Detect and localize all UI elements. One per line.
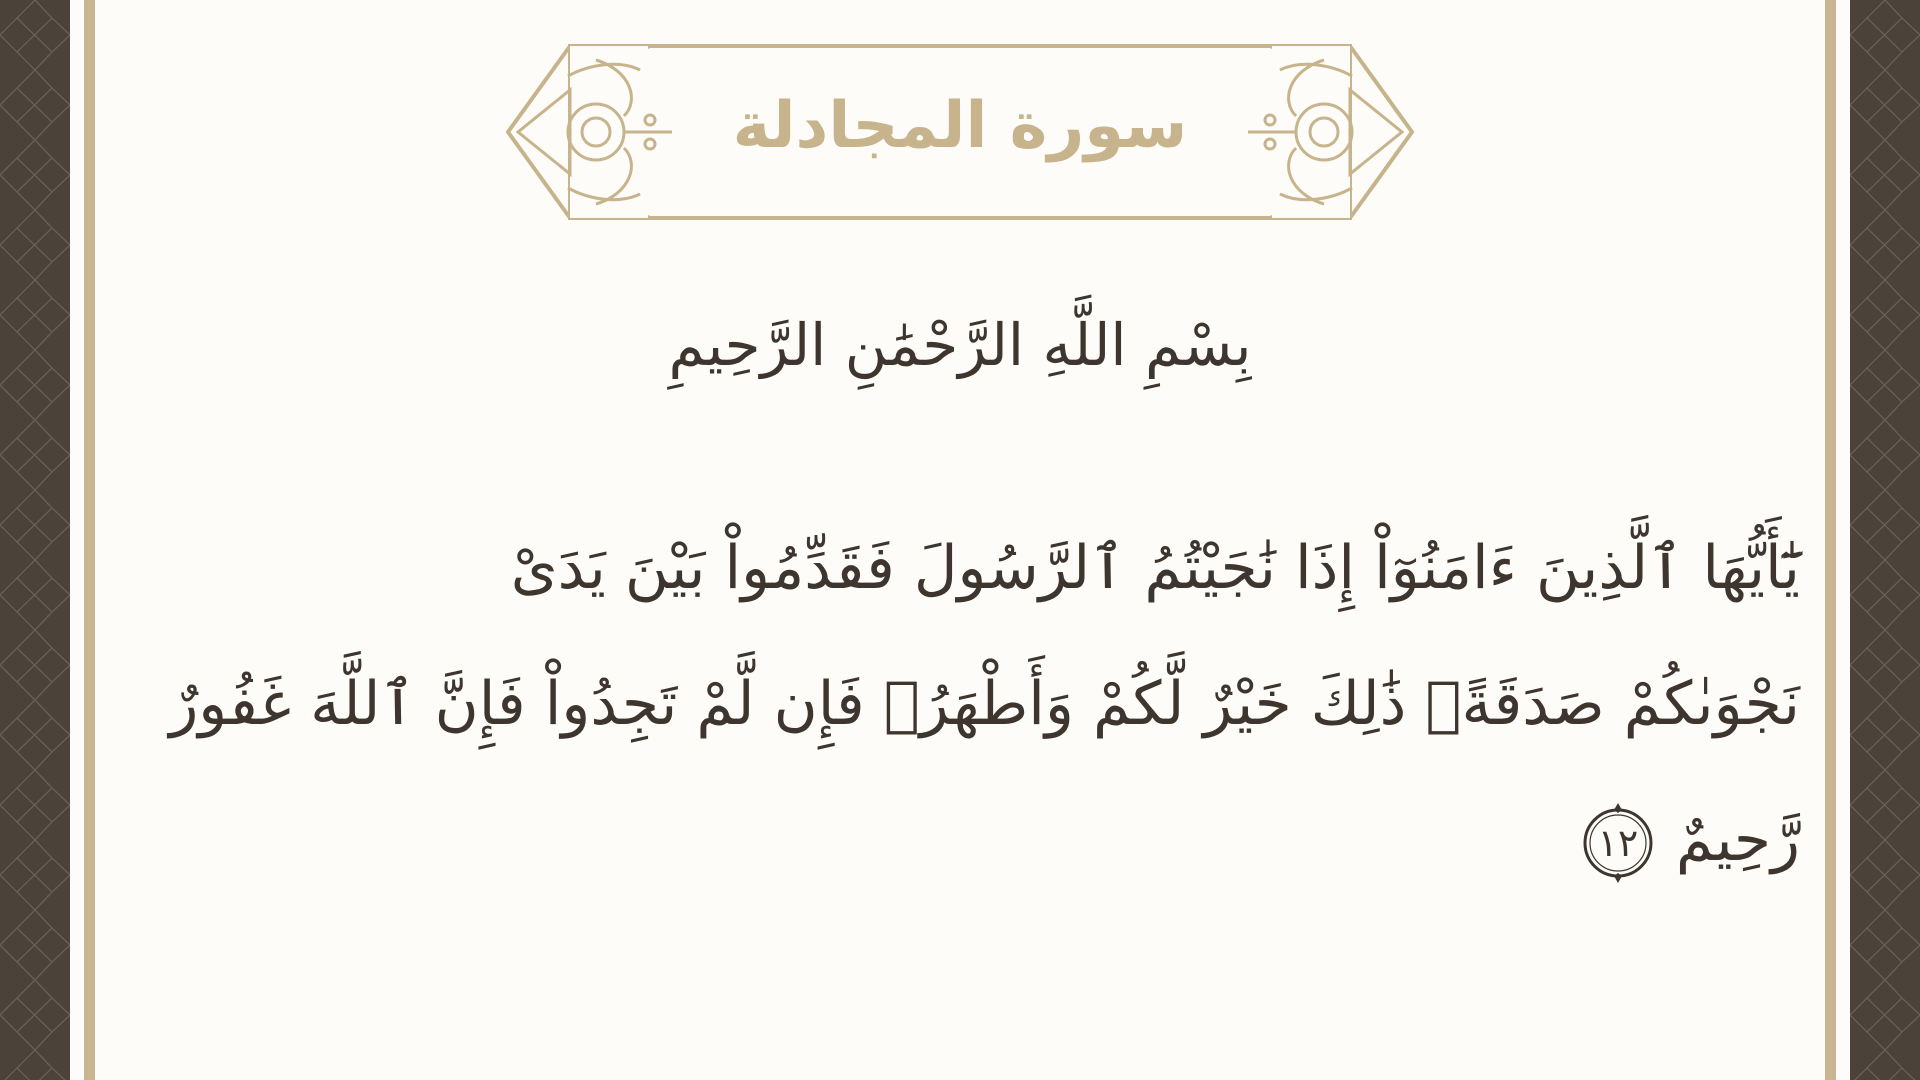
right-gold-rule [1825,0,1836,1080]
left-ornamental-border [0,0,70,1080]
ayah-number: ١٢ [1597,821,1639,866]
verse-block [150,500,1800,908]
verse-line-3 [150,772,1800,908]
basmala: بِسْمِ اللَّهِ الرَّحْمَٰنِ الرَّحِيمِ [668,311,1252,379]
verse-line-1: يَٰٓأَيُّهَا ٱلَّذِينَ ءَامَنُوٓاْ إِذَا نَٰجَيْتُمُ ٱلرَّسُولَ فَقَدِّمُواْ بَيْنَ يَدَىْ [510,533,1800,603]
verse-line-2: نَجْوَىٰكُمْ صَدَقَةًۚ ذَٰلِكَ خَيْرٌ لَّكُمْ وَأَطْهَرُۚ فَإِن لَّمْ تَجِدُواْ فَإِنَّ ٱللَّهَ غَفُورٌ [169,669,1800,739]
left-gold-rule [84,0,95,1080]
ayah-end-marker-icon [1576,801,1660,885]
surah-title: سورة المجادلة [732,89,1188,163]
verse-line-3-text: رَّحِيمٌ [1675,805,1800,875]
right-ornamental-border [1850,0,1920,1080]
